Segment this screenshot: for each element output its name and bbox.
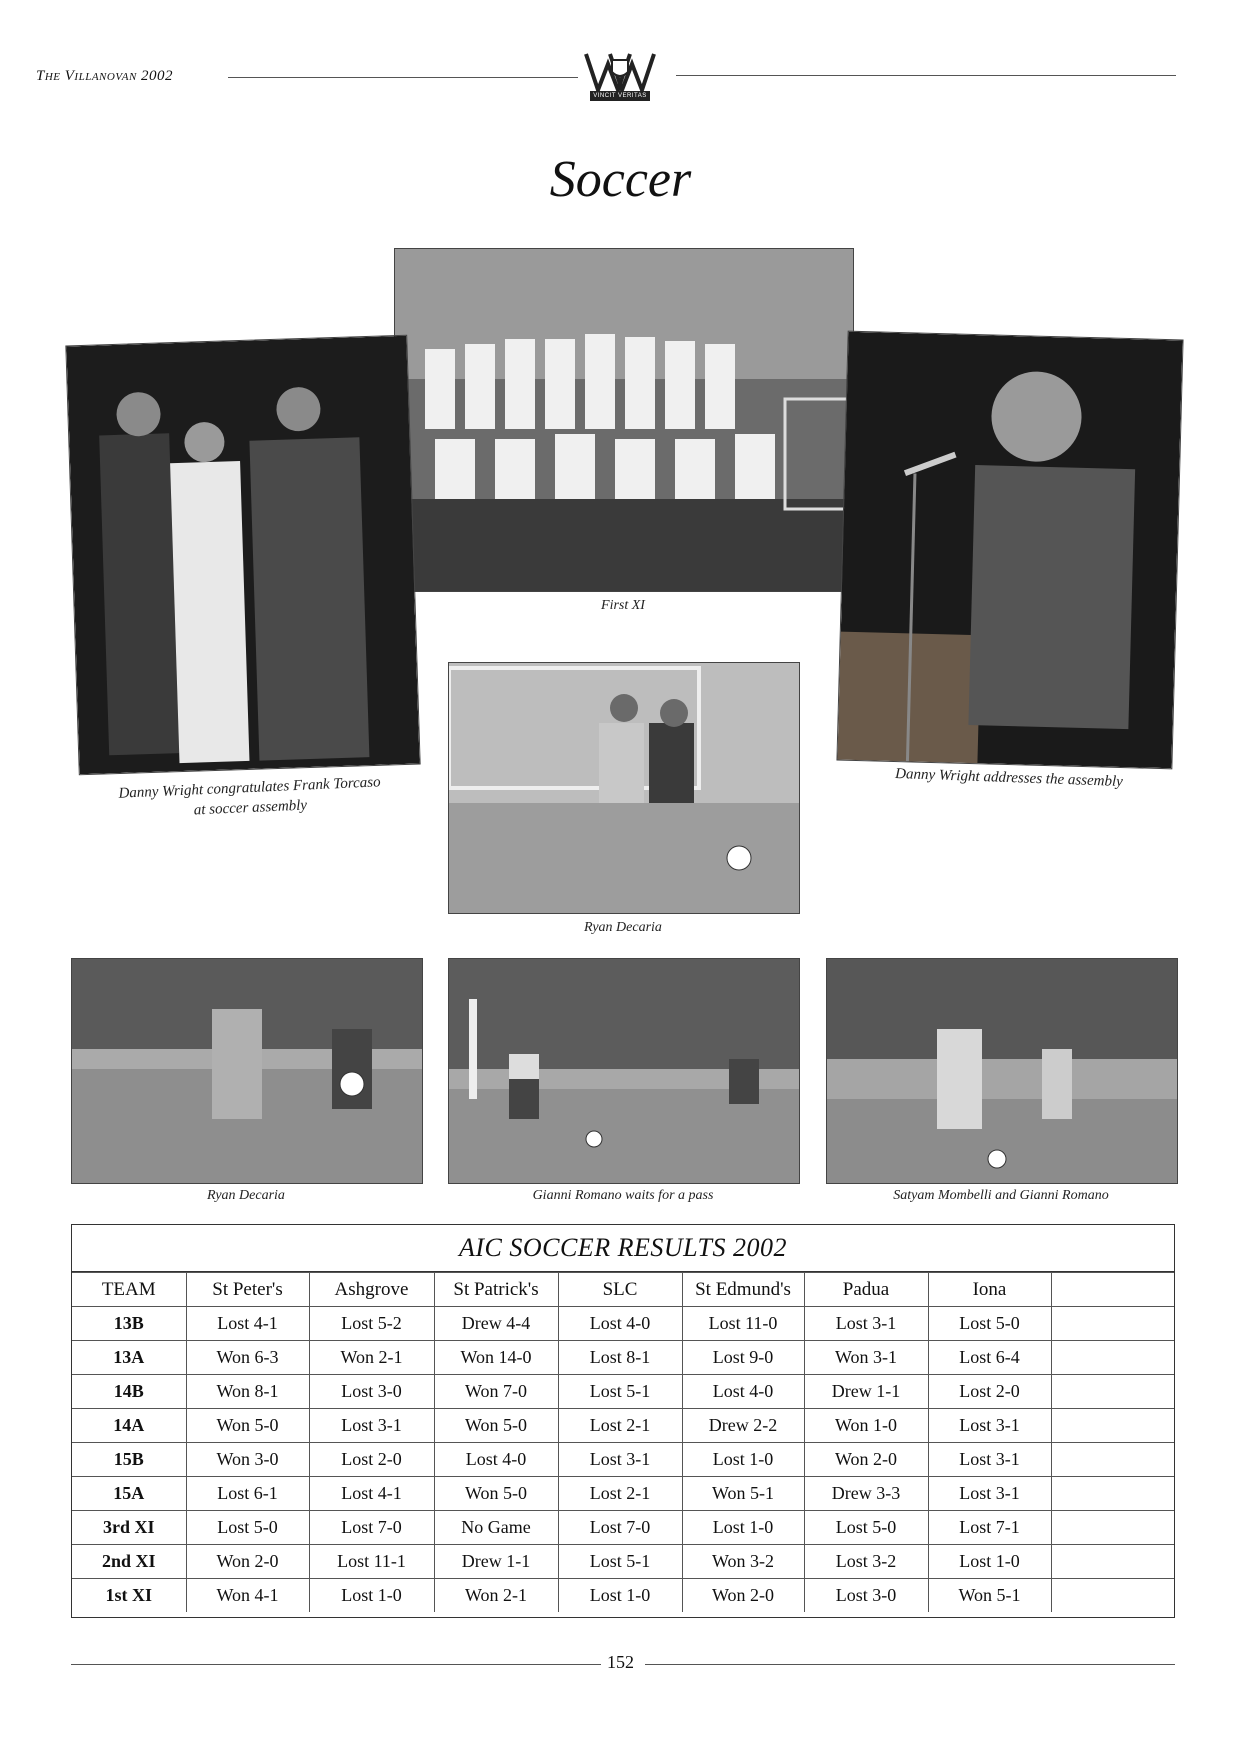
publication-title: The Villanovan 2002 [36, 68, 174, 84]
empty-cell [1051, 1545, 1174, 1579]
result-cell: Won 3-0 [186, 1443, 309, 1477]
photo-wright-addresses [836, 331, 1183, 770]
table-row [72, 1443, 1174, 1477]
result-cell: Lost 2-0 [309, 1443, 434, 1477]
result-cell: Lost 4-0 [558, 1307, 682, 1341]
result-cell: Won 7-0 [434, 1375, 558, 1409]
result-cell: Won 6-3 [186, 1341, 309, 1375]
aic-results-table [71, 1224, 1175, 1618]
result-cell: Lost 11-1 [309, 1545, 434, 1579]
result-cell: Lost 3-1 [928, 1443, 1051, 1477]
result-cell: Lost 3-2 [804, 1545, 928, 1579]
result-cell: Won 14-0 [434, 1341, 558, 1375]
result-cell: Drew 1-1 [804, 1375, 928, 1409]
result-cell: Won 2-1 [309, 1341, 434, 1375]
table-row [72, 1409, 1174, 1443]
result-cell: Lost 5-1 [558, 1375, 682, 1409]
result-cell: Won 1-0 [804, 1409, 928, 1443]
table-row [72, 1341, 1174, 1375]
result-cell: Won 4-1 [186, 1579, 309, 1613]
empty-cell [1051, 1477, 1174, 1511]
header-ashgrove: Ashgrove [309, 1273, 434, 1307]
photo-wright-congratulates [65, 335, 420, 776]
result-cell: Won 5-0 [434, 1477, 558, 1511]
result-cell: Drew 2-2 [682, 1409, 804, 1443]
header-st-patricks: St Patrick's [434, 1273, 558, 1307]
result-cell: Lost 1-0 [682, 1511, 804, 1545]
caption-line-2: at soccer assembly [193, 797, 308, 819]
result-cell: Lost 5-0 [186, 1511, 309, 1545]
table-row [72, 1375, 1174, 1409]
result-cell: Lost 3-1 [558, 1443, 682, 1477]
caption-wright-congratulates [79, 771, 420, 826]
page-title: Soccer [549, 151, 692, 208]
result-cell: Lost 1-0 [682, 1443, 804, 1477]
table-row [72, 1477, 1174, 1511]
photo-first-xi [394, 248, 854, 592]
empty-cell [1051, 1409, 1174, 1443]
result-cell: Won 5-0 [186, 1409, 309, 1443]
team-cell: 13A [72, 1341, 186, 1375]
header-iona: Iona [928, 1273, 1051, 1307]
caption-ryan-decaria-center: Ryan Decaria [584, 920, 662, 935]
header-st-peters: St Peter's [186, 1273, 309, 1307]
result-cell: Won 8-1 [186, 1375, 309, 1409]
result-cell: Lost 3-0 [309, 1375, 434, 1409]
result-cell: Lost 4-1 [186, 1307, 309, 1341]
result-cell: Won 2-0 [186, 1545, 309, 1579]
team-cell: 14A [72, 1409, 186, 1443]
result-cell: Lost 5-0 [804, 1511, 928, 1545]
result-cell: Lost 5-2 [309, 1307, 434, 1341]
team-cell: 1st XI [72, 1579, 186, 1613]
result-cell: Lost 4-0 [434, 1443, 558, 1477]
result-cell: Lost 4-0 [682, 1375, 804, 1409]
result-cell: Lost 9-0 [682, 1341, 804, 1375]
caption-wright-addresses: Danny Wright addresses the assembly [894, 766, 1124, 790]
table-row [72, 1307, 1174, 1341]
result-cell: Drew 3-3 [804, 1477, 928, 1511]
header-team: TEAM [72, 1273, 186, 1307]
results-grid [72, 1272, 1174, 1612]
empty-cell [1051, 1375, 1174, 1409]
result-cell: Lost 7-0 [309, 1511, 434, 1545]
header-row [72, 1273, 1174, 1307]
caption-line-1: Danny Wright congratulates Frank Torcaso [118, 774, 381, 802]
empty-cell [1051, 1511, 1174, 1545]
result-cell: Lost 3-1 [928, 1477, 1051, 1511]
result-cell: Lost 2-1 [558, 1477, 682, 1511]
result-cell: Won 2-1 [434, 1579, 558, 1613]
result-cell: Lost 2-0 [928, 1375, 1051, 1409]
caption-first-xi: First XI [601, 598, 645, 613]
photo-ryan-decaria-left [71, 958, 423, 1184]
header-slc: SLC [558, 1273, 682, 1307]
result-cell: Lost 5-0 [928, 1307, 1051, 1341]
team-cell: 15B [72, 1443, 186, 1477]
caption-gianni-romano: Gianni Romano waits for a pass [532, 1188, 714, 1203]
result-cell: Lost 1-0 [928, 1545, 1051, 1579]
result-cell: Lost 7-0 [558, 1511, 682, 1545]
team-cell: 13B [72, 1307, 186, 1341]
result-cell: Lost 6-4 [928, 1341, 1051, 1375]
team-cell: 15A [72, 1477, 186, 1511]
caption-satyam-mombelli: Satyam Mombelli and Gianni Romano [893, 1188, 1109, 1203]
result-cell: Lost 1-0 [309, 1579, 434, 1613]
result-cell: No Game [434, 1511, 558, 1545]
result-cell: Lost 2-1 [558, 1409, 682, 1443]
empty-cell [1051, 1341, 1174, 1375]
photo-satyam-mombelli [826, 958, 1178, 1184]
table-row [72, 1545, 1174, 1579]
table-row [72, 1511, 1174, 1545]
team-cell: 14B [72, 1375, 186, 1409]
results-title: AIC SOCCER RESULTS 2002 [72, 1225, 1174, 1272]
result-cell: Lost 3-1 [309, 1409, 434, 1443]
table-row [72, 1579, 1174, 1613]
crest-motto: VINCIT VERITAS [590, 91, 650, 101]
team-cell: 3rd XI [72, 1511, 186, 1545]
result-cell: Won 5-0 [434, 1409, 558, 1443]
result-cell: Drew 1-1 [434, 1545, 558, 1579]
result-cell: Lost 11-0 [682, 1307, 804, 1341]
result-cell: Lost 7-1 [928, 1511, 1051, 1545]
header-rule-left [228, 77, 578, 78]
result-cell: Won 5-1 [682, 1477, 804, 1511]
result-cell: Lost 6-1 [186, 1477, 309, 1511]
result-cell: Lost 3-1 [804, 1307, 928, 1341]
caption-ryan-decaria-left: Ryan Decaria [207, 1188, 285, 1203]
header-st-edmunds: St Edmund's [682, 1273, 804, 1307]
header-padua: Padua [804, 1273, 928, 1307]
photo-gianni-romano [448, 958, 800, 1184]
result-cell: Won 3-1 [804, 1341, 928, 1375]
result-cell: Lost 8-1 [558, 1341, 682, 1375]
result-cell: Drew 4-4 [434, 1307, 558, 1341]
empty-cell [1051, 1579, 1174, 1613]
team-cell: 2nd XI [72, 1545, 186, 1579]
result-cell: Won 2-0 [682, 1579, 804, 1613]
empty-cell [1051, 1307, 1174, 1341]
result-cell: Won 5-1 [928, 1579, 1051, 1613]
result-cell: Lost 3-1 [928, 1409, 1051, 1443]
result-cell: Lost 4-1 [309, 1477, 434, 1511]
page-number: 152 [607, 1652, 634, 1672]
result-cell: Lost 3-0 [804, 1579, 928, 1613]
result-cell: Won 3-2 [682, 1545, 804, 1579]
result-cell: Lost 1-0 [558, 1579, 682, 1613]
header-rule-right [676, 75, 1176, 76]
empty-cell [1051, 1443, 1174, 1477]
header-empty [1051, 1273, 1174, 1307]
result-cell: Won 2-0 [804, 1443, 928, 1477]
photo-ryan-decaria-center [448, 662, 800, 914]
result-cell: Lost 5-1 [558, 1545, 682, 1579]
